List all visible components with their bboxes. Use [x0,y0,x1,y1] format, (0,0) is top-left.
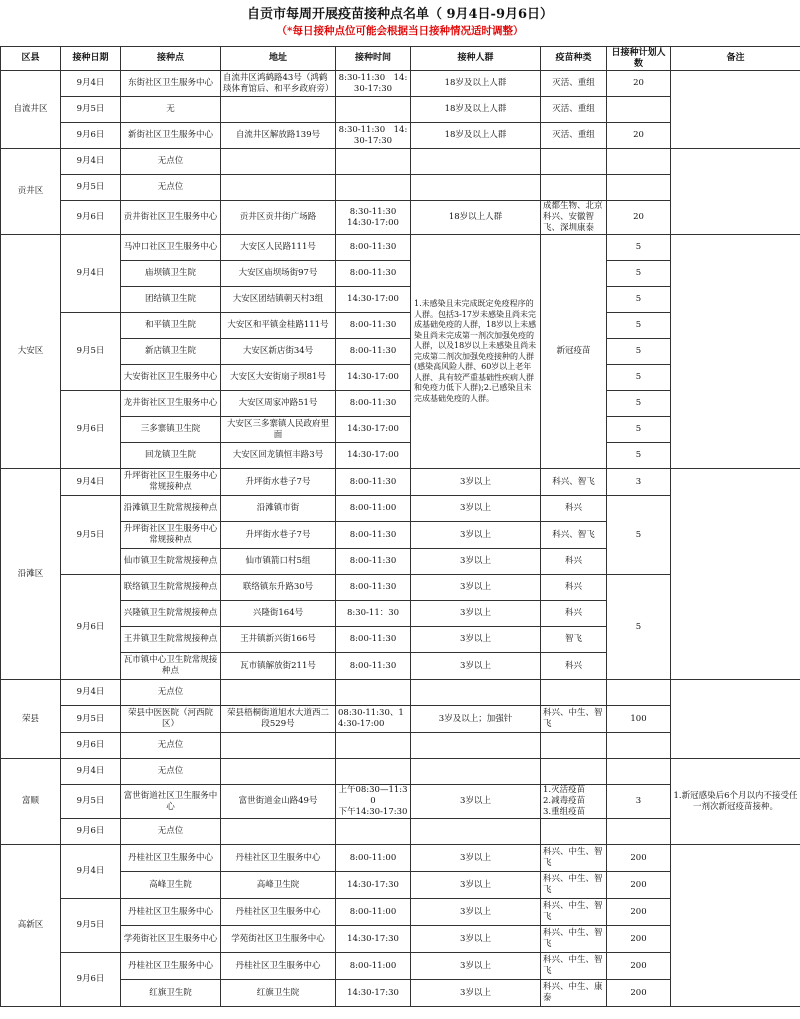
table-cell: 自流井区 [1,71,61,149]
table-cell: 富世街道社区卫生服务中心 [121,785,221,819]
table-cell: 科兴 [541,653,607,680]
table-cell: 升坪街社区卫生服务中心常规接种点 [121,522,221,549]
table-cell: 无点位 [121,149,221,175]
table-row [1,235,800,261]
header-vaccine-type: 疫苗种类 [541,47,607,71]
table-cell: 100 [607,706,671,733]
table-cell: 学苑街社区卫生服务中心 [121,926,221,953]
table-cell [221,680,336,706]
header-address: 地址 [221,47,336,71]
header-daily-plan: 日接种计划人数 [607,47,671,71]
table-row [1,680,800,706]
table-cell: 8:00-11:30 [336,627,411,653]
header-time: 接种时间 [336,47,411,71]
table-cell: 1.灭活疫苗 2.减毒疫苗 3.重组疫苗 [541,785,607,819]
table-cell: 灭活、重组 [541,123,607,149]
page-title: 自贡市每周开展疫苗接种点名单（ 9月4日-9月6日） [0,6,800,24]
table-cell [607,733,671,759]
table-cell [541,819,607,845]
table-cell: 20 [607,71,671,97]
table-cell: 3岁以上 [411,653,541,680]
table-cell [671,235,800,469]
vaccination-sites-table [0,46,800,1007]
table-cell [607,97,671,123]
table-cell: 丹桂社区卫生服务中心 [221,953,336,980]
table-cell: 科兴 [541,601,607,627]
table-cell: 大安区回龙镇恒丰路3号 [221,443,336,469]
table-cell: 5 [607,575,671,680]
table-cell: 贡井区 [1,149,61,235]
table-cell: 14:30-17:00 [336,365,411,391]
table-cell: 9月5日 [61,97,121,123]
table-cell: 兴隆镇卫生院常规接种点 [121,601,221,627]
table-cell: 大安区新店街34号 [221,339,336,365]
table-cell [221,175,336,201]
table-cell: 3岁以上 [411,575,541,601]
table-row [1,759,800,785]
header-site: 接种点 [121,47,221,71]
table-cell: 成都生物、北京科兴、安徽智飞、深圳康泰 [541,201,607,235]
table-cell: 大安区人民路111号 [221,235,336,261]
table-cell: 3岁及以上；加强针 [411,706,541,733]
table-cell: 9月5日 [61,785,121,819]
table-cell [336,149,411,175]
table-cell: 1.新冠感染后6个月以内不接受任一剂次新冠疫苗接种。 [671,759,800,845]
table-cell: 大安区庙坝场街97号 [221,261,336,287]
table-cell: 8:00-11:30 [336,261,411,287]
table-cell [221,759,336,785]
table-cell: 3岁以上 [411,496,541,522]
table-cell: 5 [607,391,671,417]
table-cell: 三多寨镇卫生院 [121,417,221,443]
table-cell: 3 [607,785,671,819]
table-cell: 9月5日 [61,899,121,953]
table-cell: 9月6日 [61,953,121,1007]
table-cell: 200 [607,845,671,872]
table-cell: 智飞 [541,627,607,653]
table-cell: 8:00-11:00 [336,845,411,872]
table-row [1,149,800,175]
table-cell: 灭活、重组 [541,97,607,123]
table-cell [221,733,336,759]
table-cell: 联络镇东升路30号 [221,575,336,601]
table-cell: 9月5日 [61,496,121,575]
table-cell: 无点位 [121,759,221,785]
table-cell [541,759,607,785]
table-cell: 14:30-17:30 [336,872,411,899]
table-cell: 荣县梧桐街道旭水大道西二段529号 [221,706,336,733]
table-cell: 新街社区卫生服务中心 [121,123,221,149]
table-cell [411,759,541,785]
table-cell: 新冠疫苗 [541,235,607,469]
table-cell: 8:00-11:00 [336,899,411,926]
table-cell: 高峰卫生院 [121,872,221,899]
table-cell: 5 [607,261,671,287]
table-cell: 5 [607,443,671,469]
table-cell: 8:00-11:30 [336,313,411,339]
table-cell: 学苑街社区卫生服务中心 [221,926,336,953]
table-cell: 3岁以上 [411,785,541,819]
table-cell: 科兴、中生、智飞 [541,926,607,953]
table-cell: 5 [607,339,671,365]
table-cell [671,845,800,1007]
table-cell [671,149,800,235]
table-cell: 9月4日 [61,759,121,785]
table-row [1,469,800,496]
table-cell: 自流井区解放路139号 [221,123,336,149]
table-cell [411,733,541,759]
table-cell: 高峰卫生院 [221,872,336,899]
table-cell: 科兴 [541,496,607,522]
table-cell: 大安区和平镇金桂路111号 [221,313,336,339]
table-cell [541,733,607,759]
table-cell: 3岁以上 [411,926,541,953]
table-cell: 18岁以上人群 [411,201,541,235]
table-cell: 8:30-11:30 14:30-17:00 [336,201,411,235]
table-cell: 5 [607,496,671,575]
table-cell: 大安区周家冲路51号 [221,391,336,417]
table-cell: 14:30-17:30 [336,926,411,953]
table-row [1,845,800,872]
table-cell: 9月6日 [61,819,121,845]
table-cell: 18岁及以上人群 [411,71,541,97]
table-cell: 5 [607,313,671,339]
table-cell: 科兴 [541,575,607,601]
table-cell: 5 [607,365,671,391]
table-cell [411,819,541,845]
table-cell: 王井镇新兴街166号 [221,627,336,653]
table-cell [221,97,336,123]
table-cell: 瓦市镇中心卫生院常规接种点 [121,653,221,680]
table-cell: 3岁以上 [411,953,541,980]
table-body [1,71,800,1007]
table-cell: 丹桂社区卫生服务中心 [221,845,336,872]
table-cell: 富世街道金山路49号 [221,785,336,819]
table-cell: 3岁以上 [411,980,541,1007]
table-cell: 9月4日 [61,845,121,899]
table-cell: 兴隆街164号 [221,601,336,627]
table-cell: 王井镇卫生院常规接种点 [121,627,221,653]
table-cell: 大安区 [1,235,61,469]
table-cell: 无点位 [121,175,221,201]
header-district: 区县 [1,47,61,71]
header-date: 接种日期 [61,47,121,71]
table-cell: 200 [607,926,671,953]
table-cell: 9月4日 [61,680,121,706]
table-cell [671,469,800,680]
table-cell: 荣县 [1,680,61,759]
table-cell: 8:00-11:30 [336,549,411,575]
table-cell [411,175,541,201]
table-cell: 大安街社区卫生服务中心 [121,365,221,391]
table-cell: 9月6日 [61,575,121,680]
table-cell: 沿滩镇市街 [221,496,336,522]
table-cell: 东街社区卫生服务中心 [121,71,221,97]
table-cell [671,680,800,759]
table-cell: 贡井街社区卫生服务中心 [121,201,221,235]
header-remarks: 备注 [671,47,800,71]
table-cell: 灭活、重组 [541,71,607,97]
table-cell: 9月4日 [61,71,121,97]
table-cell: 8:30-11:30 14:30-17:30 [336,123,411,149]
table-cell: 仙市镇卫生院常规接种点 [121,549,221,575]
table-cell: 9月6日 [61,123,121,149]
table-cell: 沿滩区 [1,469,61,680]
table-cell: 200 [607,953,671,980]
table-cell: 9月6日 [61,391,121,469]
table-header-row [1,47,800,71]
table-cell: 08:30-11:30、14:30-17:00 [336,706,411,733]
table-cell: 3岁以上 [411,601,541,627]
table-cell: 5 [607,235,671,261]
table-cell: 9月5日 [61,313,121,391]
table-cell: 无点位 [121,680,221,706]
table-cell: 200 [607,872,671,899]
table-cell: 8:00-11:00 [336,496,411,522]
table-cell: 上午08:30—11:30 下午14:30-17:30 [336,785,411,819]
table-cell: 自流井区鸿鹤路43号（鸿鹤琰体育馆后、和平乡政府旁） [221,71,336,97]
table-cell [541,175,607,201]
table-cell: 沿滩镇卫生院常规接种点 [121,496,221,522]
table-cell: 8:00-11:30 [336,469,411,496]
table-cell: 丹桂社区卫生服务中心 [121,953,221,980]
table-cell: 瓦市镇解放街211号 [221,653,336,680]
table-cell: 8:00-11:30 [336,575,411,601]
table-cell [411,149,541,175]
table-cell [607,759,671,785]
table-cell: 无点位 [121,733,221,759]
table-cell: 9月4日 [61,469,121,496]
table-cell: 富顺 [1,759,61,845]
table-cell: 大安区团结镇朝天村3组 [221,287,336,313]
table-cell: 200 [607,980,671,1007]
table-cell: 贡井区贡井街广场路 [221,201,336,235]
table-cell: 20 [607,123,671,149]
table-cell: 3岁以上 [411,469,541,496]
table-cell: 大安区三多寨镇人民政府里面 [221,417,336,443]
table-cell: 升坪街水巷子7号 [221,522,336,549]
table-cell [221,819,336,845]
table-cell [607,149,671,175]
table-cell: 9月6日 [61,733,121,759]
table-cell: 龙井街社区卫生服务中心 [121,391,221,417]
table-cell: 5 [607,417,671,443]
table-cell: 科兴、中生、智飞 [541,953,607,980]
table-cell [336,733,411,759]
table-cell [336,175,411,201]
table-cell: 200 [607,899,671,926]
table-cell: 5 [607,287,671,313]
table-cell [671,71,800,149]
table-cell: 科兴、智飞 [541,522,607,549]
table-cell: 8:00-11:30 [336,653,411,680]
table-cell: 14:30-17:00 [336,287,411,313]
table-cell [541,149,607,175]
table-cell: 科兴、中生、智飞 [541,899,607,926]
table-cell [541,680,607,706]
table-cell: 红旗卫生院 [121,980,221,1007]
table-cell: 马冲口社区卫生服务中心 [121,235,221,261]
table-cell [336,819,411,845]
table-cell: 9月6日 [61,201,121,235]
table-cell [336,759,411,785]
table-cell: 丹桂社区卫生服务中心 [221,899,336,926]
table-cell: 升坪街水巷子7号 [221,469,336,496]
table-cell: 科兴、智飞 [541,469,607,496]
table-cell: 3岁以上 [411,845,541,872]
table-cell [607,175,671,201]
table-cell: 3岁以上 [411,872,541,899]
table-cell: 3 [607,469,671,496]
table-cell: 联络镇卫生院常规接种点 [121,575,221,601]
table-cell: 无 [121,97,221,123]
header-population: 接种人群 [411,47,541,71]
table-cell [221,149,336,175]
table-cell [336,97,411,123]
table-cell: 8:00-11:00 [336,953,411,980]
table-cell [607,819,671,845]
table-cell: 科兴、中生、智飞 [541,872,607,899]
table-cell: 升坪街社区卫生服务中心常规接种点 [121,469,221,496]
table-cell [411,680,541,706]
table-cell: 无点位 [121,819,221,845]
page-subtitle: （*每日接种点位可能会根据当日接种情况适时调整） [0,24,800,38]
table-cell: 8:00-11:30 [336,391,411,417]
table-cell: 9月5日 [61,175,121,201]
table-cell: 科兴、中生、康泰 [541,980,607,1007]
table-cell: 14:30-17:30 [336,980,411,1007]
table-cell: 8:30-11:30 14:30-17:30 [336,71,411,97]
table-cell: 20 [607,201,671,235]
table-cell: 回龙镇卫生院 [121,443,221,469]
table-cell: 科兴、中生、智飞 [541,706,607,733]
table-cell: 大安区大安街扇子坝81号 [221,365,336,391]
table-cell: 3岁以上 [411,549,541,575]
table-cell: 丹桂社区卫生服务中心 [121,899,221,926]
table-row [1,71,800,97]
table-cell: 18岁及以上人群 [411,123,541,149]
table-cell: 科兴 [541,549,607,575]
table-cell: 荣县中医医院（河西院区） [121,706,221,733]
table-cell: 3岁以上 [411,522,541,549]
table-cell: 团结镇卫生院 [121,287,221,313]
table-cell: 3岁以上 [411,627,541,653]
table-cell: 1.未感染且未完成既定免疫程序的人群。包括3-17岁未感染且尚未完成基础免疫的人群，18岁以上未感染且尚未完成第一剂次加强免疫的人群，以及18岁以上未感染且尚未完成第二剂次加强免疫接种的人群(感染高风险人群、60岁以上老年人群、具有较严重基础性疾病人群和免疫力低下人群);2.已感染且未完成基础免疫的人群。 [411,235,541,469]
table-cell [607,680,671,706]
table-cell: 18岁及以上人群 [411,97,541,123]
table-cell: 9月5日 [61,706,121,733]
table-cell: 庙坝镇卫生院 [121,261,221,287]
table-cell: 8:00-11:30 [336,522,411,549]
table-cell: 科兴、中生、智飞 [541,845,607,872]
table-cell: 丹桂社区卫生服务中心 [121,845,221,872]
table-cell: 新店镇卫生院 [121,339,221,365]
table-cell [336,680,411,706]
table-cell: 14:30-17:00 [336,443,411,469]
table-cell: 仙市镇箭口村5组 [221,549,336,575]
table-cell: 14:30-17:00 [336,417,411,443]
table-cell: 3岁以上 [411,899,541,926]
table-cell: 高新区 [1,845,61,1007]
table-cell: 8:00-11:30 [336,235,411,261]
table-cell: 和平镇卫生院 [121,313,221,339]
table-cell: 8:00-11:30 [336,339,411,365]
table-cell: 8:30-11：30 [336,601,411,627]
table-cell: 9月4日 [61,235,121,313]
table-cell: 9月4日 [61,149,121,175]
table-cell: 红旗卫生院 [221,980,336,1007]
